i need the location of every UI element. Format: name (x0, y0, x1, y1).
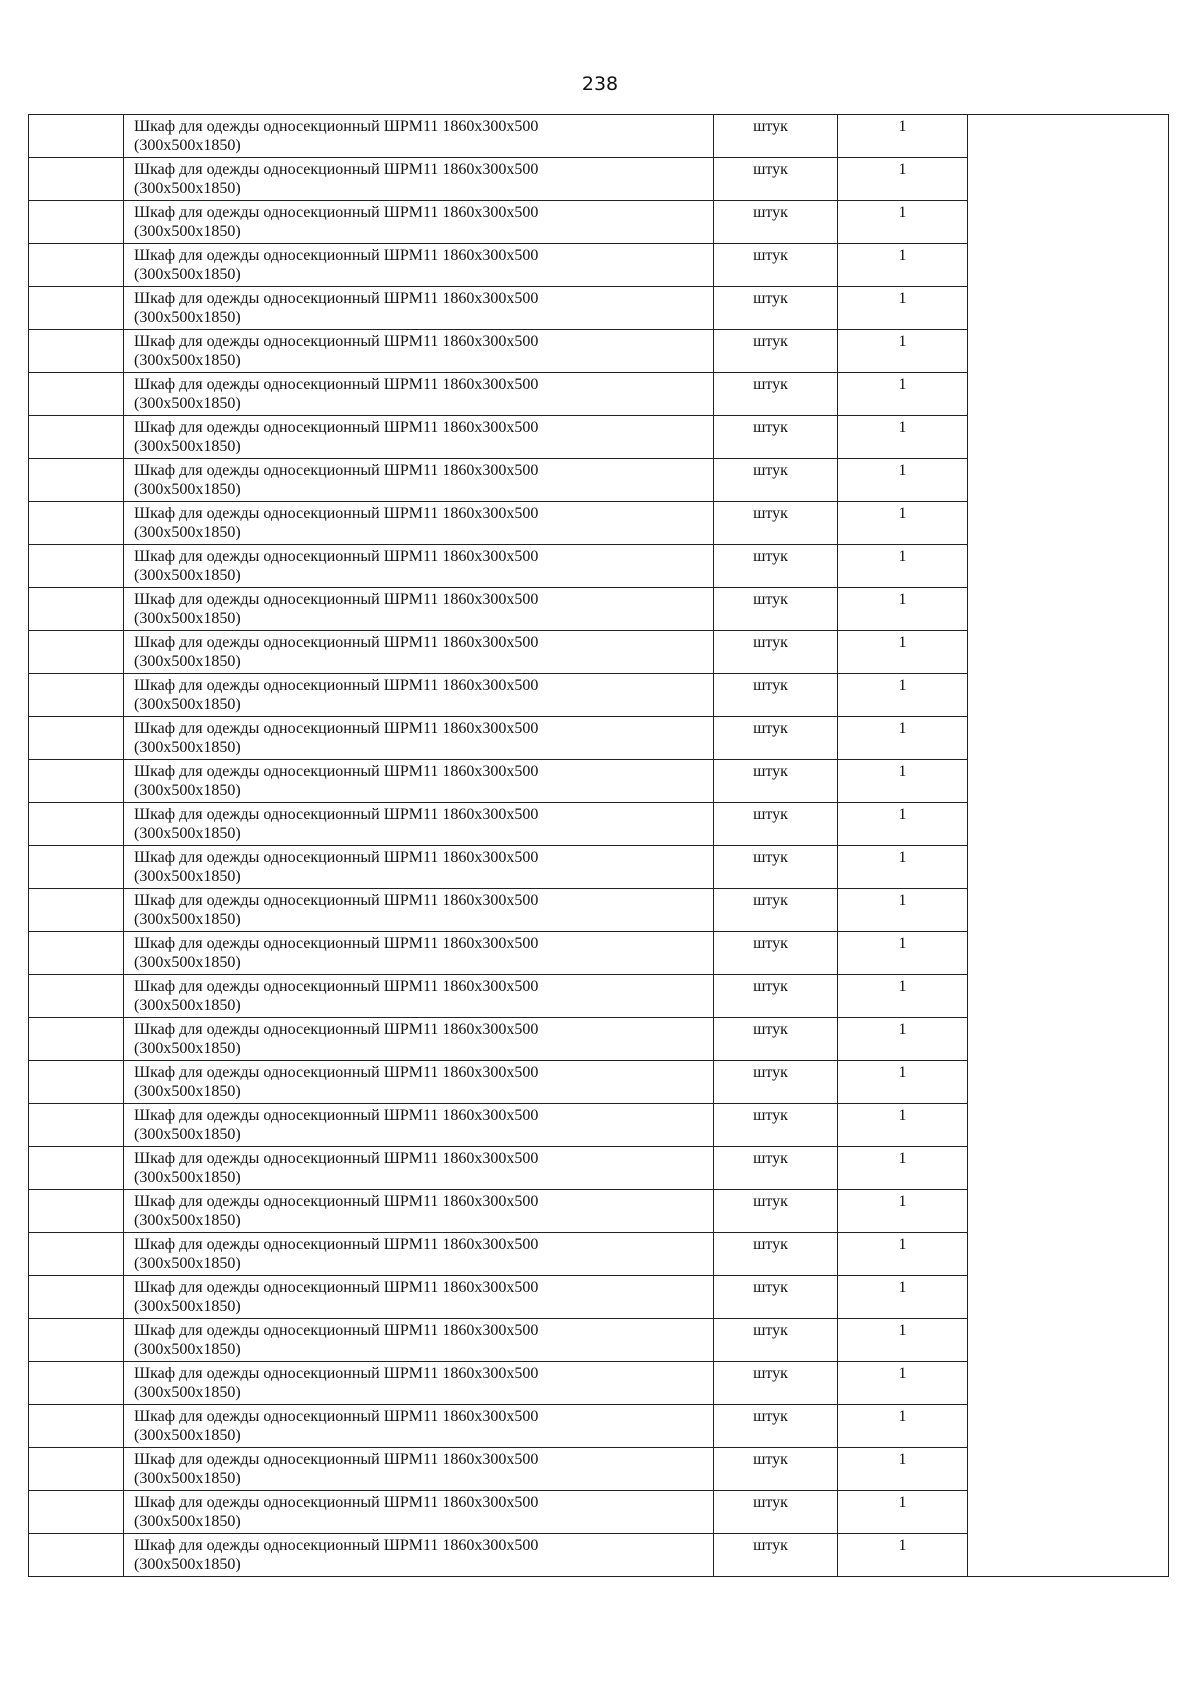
unit-cell: штук (714, 330, 838, 373)
row-number-cell (29, 1147, 124, 1190)
row-number-cell (29, 1319, 124, 1362)
row-number-cell (29, 115, 124, 158)
quantity-cell: 1 (838, 975, 968, 1018)
item-name-line2: (300х500х1850) (134, 1255, 241, 1272)
item-name-line1: Шкаф для одежды односекционный ШРМ11 1860х300х500 (134, 1021, 539, 1038)
row-number-cell (29, 1491, 124, 1534)
quantity-cell: 1 (838, 803, 968, 846)
quantity-cell: 1 (838, 1061, 968, 1104)
quantity-cell: 1 (838, 201, 968, 244)
item-name-line2: (300х500х1850) (134, 1169, 241, 1186)
quantity-cell: 1 (838, 1448, 968, 1491)
quantity-cell: 1 (838, 1233, 968, 1276)
item-name-line2: (300х500х1850) (134, 1341, 241, 1358)
item-name-line1: Шкаф для одежды односекционный ШРМ11 1860х300х500 (134, 1064, 539, 1081)
item-name-cell (124, 631, 714, 674)
page-number: 238 (581, 73, 619, 95)
unit-cell: штук (714, 373, 838, 416)
item-name-cell (124, 1319, 714, 1362)
item-name-line2: (300х500х1850) (134, 481, 241, 498)
quantity-cell: 1 (838, 846, 968, 889)
row-number-cell (29, 1018, 124, 1061)
item-name-line2: (300х500х1850) (134, 1040, 241, 1057)
row-number-cell (29, 416, 124, 459)
item-name-line2: (300х500х1850) (134, 997, 241, 1014)
item-name-cell (124, 1534, 714, 1577)
item-name-line2: (300х500х1850) (134, 1384, 241, 1401)
item-name-line2: (300х500х1850) (134, 438, 241, 455)
item-name-line1: Шкаф для одежды односекционный ШРМ11 1860х300х500 (134, 1107, 539, 1124)
unit-cell: штук (714, 1534, 838, 1577)
item-name-line1: Шкаф для одежды односекционный ШРМ11 1860х300х500 (134, 935, 539, 952)
item-name-line1: Шкаф для одежды односекционный ШРМ11 1860х300х500 (134, 505, 539, 522)
quantity-cell: 1 (838, 717, 968, 760)
quantity-cell: 1 (838, 158, 968, 201)
item-name-cell (124, 459, 714, 502)
item-name-cell (124, 502, 714, 545)
item-name-line2: (300х500х1850) (134, 309, 241, 326)
item-name-cell (124, 674, 714, 717)
item-name-cell (124, 760, 714, 803)
item-name-cell (124, 545, 714, 588)
item-name-cell (124, 373, 714, 416)
item-name-line2: (300х500х1850) (134, 653, 241, 670)
item-name-line2: (300х500х1850) (134, 223, 241, 240)
item-name-line1: Шкаф для одежды односекционный ШРМ11 1860х300х500 (134, 290, 539, 307)
item-name-line2: (300х500х1850) (134, 395, 241, 412)
unit-cell: штук (714, 1362, 838, 1405)
unit-cell: штук (714, 1405, 838, 1448)
quantity-cell: 1 (838, 1018, 968, 1061)
unit-cell: штук (714, 1276, 838, 1319)
item-name-line1: Шкаф для одежды односекционный ШРМ11 1860х300х500 (134, 1408, 539, 1425)
item-name-cell (124, 717, 714, 760)
item-name-cell (124, 244, 714, 287)
quantity-cell: 1 (838, 760, 968, 803)
item-name-cell (124, 1061, 714, 1104)
quantity-cell: 1 (838, 545, 968, 588)
item-name-cell (124, 115, 714, 158)
item-name-line1: Шкаф для одежды односекционный ШРМ11 1860х300х500 (134, 1365, 539, 1382)
row-number-cell (29, 158, 124, 201)
quantity-cell: 1 (838, 1276, 968, 1319)
unit-cell: штук (714, 846, 838, 889)
quantity-cell: 1 (838, 459, 968, 502)
item-name-line1: Шкаф для одежды односекционный ШРМ11 1860х300х500 (134, 978, 539, 995)
unit-cell: штук (714, 1190, 838, 1233)
item-name-cell (124, 1276, 714, 1319)
quantity-cell: 1 (838, 1362, 968, 1405)
unit-cell: штук (714, 158, 838, 201)
unit-cell: штук (714, 588, 838, 631)
quantity-cell: 1 (838, 1147, 968, 1190)
item-name-line1: Шкаф для одежды односекционный ШРМ11 1860х300х500 (134, 1279, 539, 1296)
item-name-line2: (300х500х1850) (134, 911, 241, 928)
item-name-line2: (300х500х1850) (134, 352, 241, 369)
item-name-line1: Шкаф для одежды односекционный ШРМ11 1860х300х500 (134, 1494, 539, 1511)
row-number-cell (29, 330, 124, 373)
unit-cell: штук (714, 502, 838, 545)
items-table-body (29, 115, 1169, 1577)
quantity-cell: 1 (838, 115, 968, 158)
quantity-cell: 1 (838, 1319, 968, 1362)
notes-cell (968, 115, 1169, 1577)
item-name-line2: (300х500х1850) (134, 739, 241, 756)
item-name-cell (124, 1190, 714, 1233)
item-name-line2: (300х500х1850) (134, 825, 241, 842)
item-name-cell (124, 1104, 714, 1147)
item-name-line1: Шкаф для одежды односекционный ШРМ11 1860х300х500 (134, 591, 539, 608)
row-number-cell (29, 287, 124, 330)
row-number-cell (29, 588, 124, 631)
row-number-cell (29, 1362, 124, 1405)
quantity-cell: 1 (838, 330, 968, 373)
unit-cell: штук (714, 760, 838, 803)
item-name-cell (124, 1362, 714, 1405)
item-name-line2: (300х500х1850) (134, 567, 241, 584)
row-number-cell (29, 975, 124, 1018)
item-name-cell (124, 1233, 714, 1276)
item-name-cell (124, 1147, 714, 1190)
row-number-cell (29, 1448, 124, 1491)
unit-cell: штук (714, 932, 838, 975)
item-name-line1: Шкаф для одежды односекционный ШРМ11 1860х300х500 (134, 1236, 539, 1253)
item-name-line1: Шкаф для одежды односекционный ШРМ11 1860х300х500 (134, 1193, 539, 1210)
unit-cell: штук (714, 1104, 838, 1147)
item-name-cell (124, 1448, 714, 1491)
item-name-line1: Шкаф для одежды односекционный ШРМ11 1860х300х500 (134, 419, 539, 436)
item-name-line2: (300х500х1850) (134, 266, 241, 283)
table-row (29, 115, 1169, 158)
row-number-cell (29, 717, 124, 760)
unit-cell: штук (714, 416, 838, 459)
item-name-line2: (300х500х1850) (134, 180, 241, 197)
unit-cell: штук (714, 975, 838, 1018)
unit-cell: штук (714, 1147, 838, 1190)
quantity-cell: 1 (838, 416, 968, 459)
item-name-line2: (300х500х1850) (134, 1427, 241, 1444)
item-name-cell (124, 416, 714, 459)
row-number-cell (29, 1104, 124, 1147)
row-number-cell (29, 201, 124, 244)
item-name-line1: Шкаф для одежды односекционный ШРМ11 1860х300х500 (134, 806, 539, 823)
item-name-line2: (300х500х1850) (134, 1513, 241, 1530)
row-number-cell (29, 846, 124, 889)
unit-cell: штук (714, 545, 838, 588)
unit-cell: штук (714, 1319, 838, 1362)
unit-cell: штук (714, 674, 838, 717)
item-name-line1: Шкаф для одежды односекционный ШРМ11 1860х300х500 (134, 634, 539, 651)
quantity-cell: 1 (838, 1104, 968, 1147)
row-number-cell (29, 1534, 124, 1577)
item-name-line1: Шкаф для одежды односекционный ШРМ11 1860х300х500 (134, 118, 539, 135)
row-number-cell (29, 545, 124, 588)
unit-cell: штук (714, 287, 838, 330)
item-name-line1: Шкаф для одежды односекционный ШРМ11 1860х300х500 (134, 247, 539, 264)
item-name-cell (124, 932, 714, 975)
unit-cell: штук (714, 115, 838, 158)
item-name-cell (124, 803, 714, 846)
quantity-cell: 1 (838, 1491, 968, 1534)
item-name-line2: (300х500х1850) (134, 696, 241, 713)
row-number-cell (29, 674, 124, 717)
unit-cell: штук (714, 459, 838, 502)
row-number-cell (29, 760, 124, 803)
item-name-cell (124, 201, 714, 244)
unit-cell: штук (714, 717, 838, 760)
items-table (28, 114, 1169, 1577)
quantity-cell: 1 (838, 631, 968, 674)
item-name-line1: Шкаф для одежды односекционный ШРМ11 1860х300х500 (134, 548, 539, 565)
quantity-cell: 1 (838, 889, 968, 932)
item-name-line2: (300х500х1850) (134, 1556, 241, 1573)
item-name-line1: Шкаф для одежды односекционный ШРМ11 1860х300х500 (134, 1537, 539, 1554)
row-number-cell (29, 889, 124, 932)
item-name-line2: (300х500х1850) (134, 868, 241, 885)
row-number-cell (29, 244, 124, 287)
item-name-line2: (300х500х1850) (134, 1298, 241, 1315)
row-number-cell (29, 502, 124, 545)
item-name-line1: Шкаф для одежды односекционный ШРМ11 1860х300х500 (134, 677, 539, 694)
item-name-line2: (300х500х1850) (134, 1083, 241, 1100)
row-number-cell (29, 631, 124, 674)
item-name-line1: Шкаф для одежды односекционный ШРМ11 1860х300х500 (134, 1451, 539, 1468)
unit-cell: штук (714, 201, 838, 244)
item-name-cell (124, 158, 714, 201)
row-number-cell (29, 1405, 124, 1448)
unit-cell: штук (714, 1491, 838, 1534)
row-number-cell (29, 1276, 124, 1319)
item-name-line2: (300х500х1850) (134, 782, 241, 799)
row-number-cell (29, 1061, 124, 1104)
item-name-cell (124, 1405, 714, 1448)
quantity-cell: 1 (838, 1534, 968, 1577)
item-name-line1: Шкаф для одежды односекционный ШРМ11 1860х300х500 (134, 892, 539, 909)
item-name-line2: (300х500х1850) (134, 1126, 241, 1143)
item-name-cell (124, 889, 714, 932)
quantity-cell: 1 (838, 502, 968, 545)
row-number-cell (29, 373, 124, 416)
item-name-line2: (300х500х1850) (134, 1470, 241, 1487)
item-name-cell (124, 1491, 714, 1534)
row-number-cell (29, 803, 124, 846)
item-name-line2: (300х500х1850) (134, 954, 241, 971)
item-name-line1: Шкаф для одежды односекционный ШРМ11 1860х300х500 (134, 1322, 539, 1339)
unit-cell: штук (714, 1233, 838, 1276)
item-name-cell (124, 287, 714, 330)
item-name-line2: (300х500х1850) (134, 610, 241, 627)
item-name-cell (124, 846, 714, 889)
quantity-cell: 1 (838, 287, 968, 330)
item-name-line1: Шкаф для одежды односекционный ШРМ11 1860х300х500 (134, 376, 539, 393)
row-number-cell (29, 1190, 124, 1233)
unit-cell: штук (714, 1018, 838, 1061)
item-name-cell (124, 588, 714, 631)
item-name-cell (124, 330, 714, 373)
unit-cell: штук (714, 244, 838, 287)
item-name-line1: Шкаф для одежды односекционный ШРМ11 1860х300х500 (134, 161, 539, 178)
quantity-cell: 1 (838, 1190, 968, 1233)
unit-cell: штук (714, 631, 838, 674)
quantity-cell: 1 (838, 674, 968, 717)
item-name-line2: (300х500х1850) (134, 1212, 241, 1229)
item-name-line1: Шкаф для одежды односекционный ШРМ11 1860х300х500 (134, 1150, 539, 1167)
quantity-cell: 1 (838, 373, 968, 416)
row-number-cell (29, 459, 124, 502)
item-name-cell (124, 975, 714, 1018)
item-name-line1: Шкаф для одежды односекционный ШРМ11 1860х300х500 (134, 849, 539, 866)
item-name-line1: Шкаф для одежды односекционный ШРМ11 1860х300х500 (134, 204, 539, 221)
row-number-cell (29, 1233, 124, 1276)
item-name-cell (124, 1018, 714, 1061)
quantity-cell: 1 (838, 244, 968, 287)
unit-cell: штук (714, 1448, 838, 1491)
quantity-cell: 1 (838, 588, 968, 631)
item-name-line2: (300х500х1850) (134, 524, 241, 541)
item-name-line1: Шкаф для одежды односекционный ШРМ11 1860х300х500 (134, 333, 539, 350)
item-name-line2: (300х500х1850) (134, 137, 241, 154)
item-name-line1: Шкаф для одежды односекционный ШРМ11 1860х300х500 (134, 720, 539, 737)
unit-cell: штук (714, 1061, 838, 1104)
item-name-line1: Шкаф для одежды односекционный ШРМ11 1860х300х500 (134, 462, 539, 479)
item-name-line1: Шкаф для одежды односекционный ШРМ11 1860х300х500 (134, 763, 539, 780)
unit-cell: штук (714, 889, 838, 932)
unit-cell: штук (714, 803, 838, 846)
row-number-cell (29, 932, 124, 975)
quantity-cell: 1 (838, 932, 968, 975)
quantity-cell: 1 (838, 1405, 968, 1448)
